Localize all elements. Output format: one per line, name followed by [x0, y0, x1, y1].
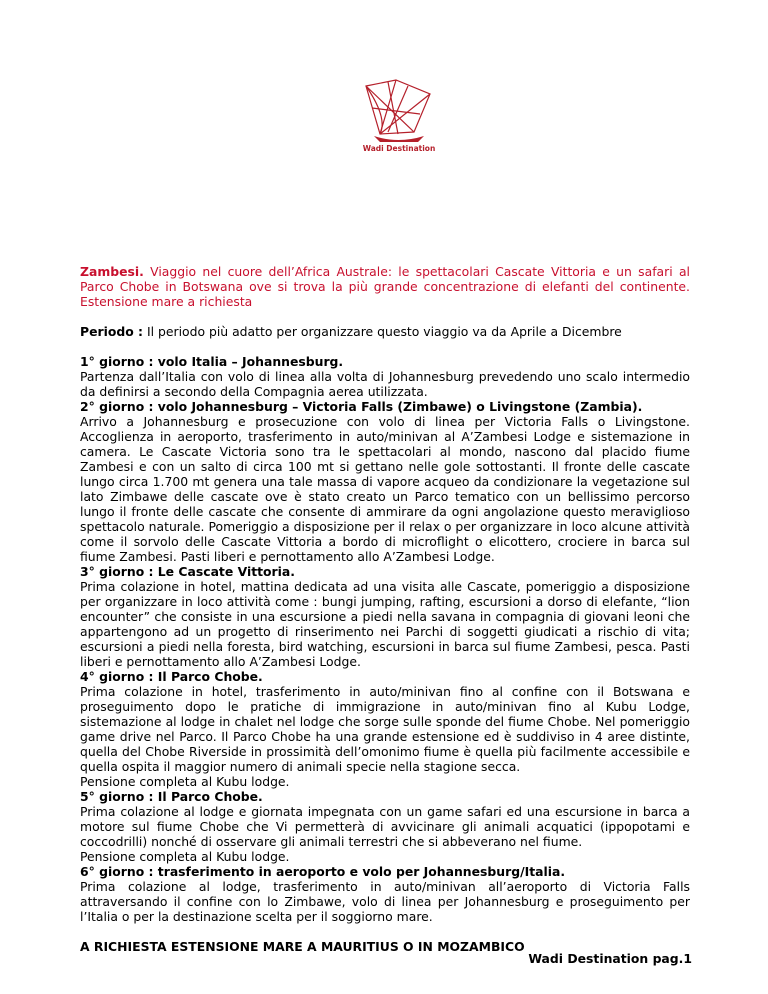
- intro-paragraph: [80, 264, 690, 309]
- intro-lead: Zambesi.: [80, 264, 144, 279]
- day-5-title: 5° giorno : Il Parco Chobe.: [80, 789, 263, 804]
- day-6-text: Prima colazione al lodge, trasferimento in auto/minivan all’aeroporto di Victoria Falls attraversando il confine con lo Zimbawe, volo di linea per Johannesburg e proseguimento per l’Italia o per la destinazione scelta per il soggiorno mare.: [80, 879, 690, 924]
- document-body: [80, 264, 690, 954]
- sea-extension-note: A RICHIESTA ESTENSIONE MARE A MAURITIUS O IN MOZAMBICO: [80, 939, 525, 954]
- periodo-paragraph: [80, 324, 690, 339]
- day-1-title: 1° giorno : volo Italia – Johannesburg.: [80, 354, 344, 369]
- periodo-text: Il periodo più adatto per organizzare questo viaggio va da Aprile a Dicembre: [146, 324, 622, 339]
- day-5-board: Pensione completa al Kubu lodge.: [80, 849, 290, 864]
- periodo-label: Periodo :: [80, 324, 144, 339]
- intro-text: Viaggio nel cuore dell’Africa Australe: le spettacolari Cascate Vittoria e un safari al Parco Chobe in Botswana ove si trova la più grande concentrazione di elefanti del continente. Estensione mare a richiesta: [80, 264, 690, 309]
- day-5-text: Prima colazione al lodge e giornata impegnata con un game safari ed una escursione in barca a motore sul fiume Chobe che Vi permetterà di avvicinare gli animali acquatici (ippopotami e coccodrilli) nonché di osservare gli animali terrestri che si abbeverano nel fiume.: [80, 804, 690, 849]
- day-3-title: 3° giorno : Le Cascate Vittoria.: [80, 564, 295, 579]
- logo-brand-text: Wadi Destination: [362, 144, 436, 153]
- page-footer: Wadi Destination pag.1: [528, 951, 692, 966]
- day-2-title: 2° giorno : volo Johannesburg – Victoria Falls (Zimbawe) o Livingstone (Zambia).: [80, 399, 643, 414]
- day-4-title: 4° giorno : Il Parco Chobe.: [80, 669, 263, 684]
- day-4-board: Pensione completa al Kubu lodge.: [80, 774, 290, 789]
- day-6-title: 6° giorno : trasferimento in aeroporto e volo per Johannesburg/Italia.: [80, 864, 566, 879]
- day-2-text: Arrivo a Johannesburg e prosecuzione con volo di linea per Victoria Falls o Livingstone. Accoglienza in aeroporto, trasferimento in auto/minivan al A’Zambesi Lodge e sistemazione in camera. Le Cascate Victoria sono tra le spettacolari al mondo, nascono dal placido fiume Zambesi e con un salto di circa 100 mt si gettano nelle gole sottostanti. Il fronte delle cascate lungo circa 1.700 mt genera una tale massa di vapore acqueo da condizionare la vegetazione sul lato Zimbawe delle cascate ove è stato creato un Parco tematico con un bellissimo percorso lungo il fronte delle cascate che consente di ammirare da ogni angolazione questo meraviglioso spettacolo naturale. Pomeriggio a disposizione per il relax o per organizzare in loco alcune attività come il sorvolo delle Cascate Vittoria a bordo di microflight o elicottero, crociere in barca sul fiume Zambesi. Pasti liberi e pernottamento allo A’Zambesi Lodge.: [80, 414, 690, 564]
- day-1-text: Partenza dall’Italia con volo di linea alla volta di Johannesburg prevedendo uno scalo intermedio da definirsi a secondo della Compagnia aerea utilizzata.: [80, 369, 690, 399]
- day-3-text: Prima colazione in hotel, mattina dedicata ad una visita alle Cascate, pomeriggio a disposizione per organizzare in loco attività come : bungi jumping, rafting, escursioni a dorso di elefante, “lion encounter” che consiste in una escursione a piedi nella savana in compagnia di giovani leoni che appartengono ad un progetto di rinserimento nei Parchi di soggetti giudicati a rischio di vita; escursioni a piedi nella foresta, bird watching, escursioni in barca sul fiume Zambesi, pesca. Pasti liberi e pernottamento allo A’Zambesi Lodge.: [80, 579, 690, 669]
- itinerary: [80, 354, 690, 924]
- day-4-text: Prima colazione in hotel, trasferimento in auto/minivan fino al confine con il Botswana e proseguimento dopo le pratiche di immigrazione in auto/minivan fino al Kubu Lodge, sistemazione al lodge in chalet nel lodge che sorge sulle sponde del fiume Chobe. Nel pomeriggio game drive nel Parco. Il Parco Chobe ha una grande estensione ed è suddiviso in 4 aree distinte, quella del Chobe Riverside in prossimità dell’omonimo fiume è quella più facilmente accessibile e quella ospita il maggior numero di animali specie nella stagione secca.: [80, 684, 690, 774]
